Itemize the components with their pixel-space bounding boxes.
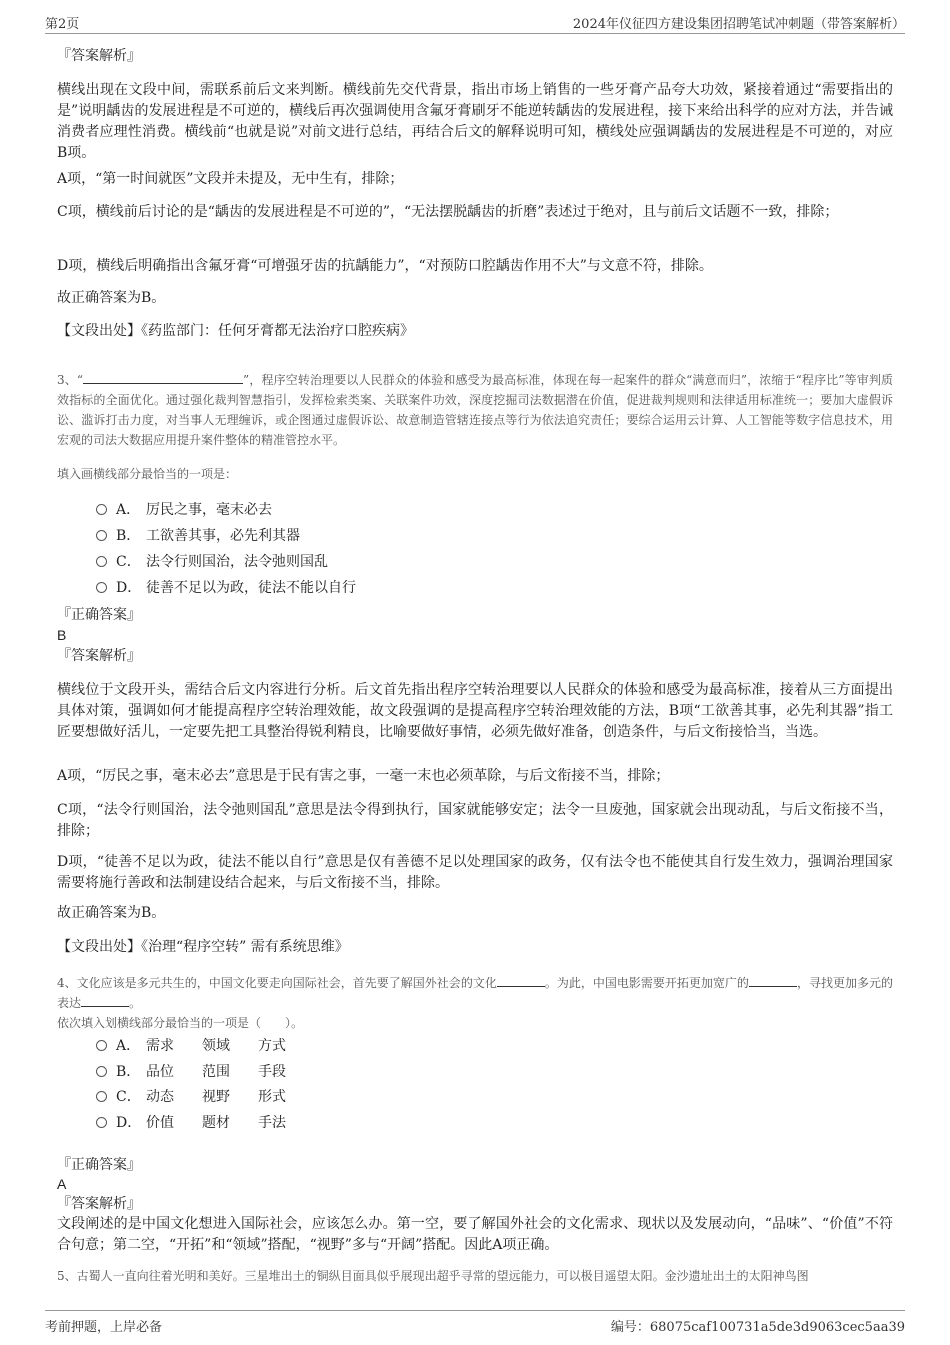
q4-blank-2 — [749, 976, 797, 987]
radio-icon[interactable] — [96, 530, 107, 541]
q3-correct-answer: B — [57, 627, 67, 643]
q2-analysis-text: 横线出现在文段中间，需联系前后文来判断。横线前先交代背景，指出市场上销售的一些牙膏产品夸大功效，紧接着通过“需要指出的是”说明龋齿的发展进程是不可逆的，横线后再次强调使用含氟牙膏刷牙不能逆转龋齿的发展进程，接下来给出科学的应对方法，并告诫消费者应理性消费。横线前“也就是说”对前文进行总结，再结合后文的解释说明可知，横线处应强调龋齿的发展进程是不可逆的，对应B项。 — [57, 82, 893, 161]
q4-option-a[interactable]: A． 需求 领域 方式 — [96, 1036, 286, 1056]
page-header — [0, 8, 950, 34]
radio-icon[interactable] — [96, 1091, 107, 1102]
radio-icon[interactable] — [96, 556, 107, 567]
q4-correct-label: 『正确答案』 — [57, 1157, 141, 1173]
q3-stem-text: ”，程序空转治理要以人民群众的体验和感受为最高标准，体现在每一起案件的群众“满意而归”，浓缩于“程序比”等审判质效指标的全面优化。通过强化裁判智慧指引，发挥检索类案、关联案件功效，深度挖掘司法数据潜在价值，促进裁判规则和法律适用标准统一；要加大虚假诉讼、滥诉打击力度，对当事人无理缠诉，或企图通过虚假诉讼、故意制造管辖连接点等行为依法追究责任；要综合运用云计算、人工智能等数字信息技术，用宏观的司法大数据应用提升案件整体的精准管控水平。 — [57, 373, 893, 447]
q3-option-a[interactable]: A． 厉民之事，毫末必去 — [96, 500, 272, 520]
footer-rule — [45, 1310, 905, 1311]
q4-prompt: 依次填入划横线部分最恰当的一项是（ ）。 — [57, 1016, 304, 1030]
page-number: 第2页 — [45, 17, 80, 32]
header-rule — [45, 33, 905, 34]
q4-correct-answer: A — [57, 1176, 67, 1192]
q4-analysis-label: 『答案解析』 — [57, 1196, 141, 1212]
radio-icon[interactable] — [96, 1117, 107, 1128]
q3-source: 【文段出处】《治理“程序空转” 需有系统思维》 — [57, 939, 349, 955]
q3-item-d: D项，“徒善不足以为政，徒法不能以自行”意思是仅有善德不足以处理国家的政务，仅有法令也不能使其自行发生效力，强调治理国家需要将施行善政和法制建设结合起来，与后文衔接不当，排除。 — [57, 854, 893, 891]
q3-correct-label: 『正确答案』 — [57, 607, 141, 623]
document-id: 编号：68075caf100731a5de3d9063cec5aa39 — [610, 1320, 905, 1335]
q3-blank — [83, 371, 243, 384]
q4-option-b[interactable]: B． 品位 范围 手段 — [96, 1062, 286, 1082]
document-title: 2024年仪征四方建设集团招聘笔试冲刺题（带答案解析） — [572, 17, 905, 32]
footer-slogan: 考前押题，上岸必备 — [45, 1320, 163, 1335]
q2-item-c: C项，横线前后讨论的是“龋齿的发展进程是不可逆的”，“无法摆脱龋齿的折磨”表述过于绝对，且与前后文话题不一致，排除； — [57, 204, 839, 220]
q3-option-b[interactable]: B． 工欲善其事，必先利其器 — [96, 526, 300, 546]
q3-option-c[interactable]: C． 法令行则国治，法令弛则国乱 — [96, 552, 328, 572]
q3-item-a: A项，“厉民之事，毫末必去”意思是于民有害之事，一毫一末也必须革除，与后文衔接不当，排除； — [57, 768, 670, 784]
radio-icon[interactable] — [96, 1066, 107, 1077]
q3-analysis-text: 横线位于文段开头，需结合后文内容进行分析。后文首先指出程序空转治理要以人民群众的体验和感受为最高标准，接着从三方面提出具体对策，强调如何才能提高程序空转治理效能，故文段强调的是提高程序空转治理效能的方法，B项“工欲善其事，必先利其器”指工匠要想做好活儿，一定要先把工具整治得锐利精良，比喻要做好事情，必须先做好准备，创造条件，与后文衔接恰当，当选。 — [57, 682, 893, 740]
q3-number: 3、“ — [57, 373, 84, 387]
q4-analysis-text: 文段阐述的是中国文化想进入国际社会，应该怎么办。第一空，要了解国外社会的文化需求、现状以及发展动向，“品味”、“价值”不符合句意；第二空，“开拓”和“领域”搭配，“视野”多与“开阔”搭配。因此A项正确。 — [57, 1216, 893, 1253]
q3-prompt: 填入画横线部分最恰当的一项是： — [57, 467, 238, 481]
q3-conclusion: 故正确答案为B。 — [57, 905, 166, 921]
q4-option-c[interactable]: C． 动态 视野 形式 — [96, 1087, 286, 1107]
q3-stem — [57, 370, 893, 450]
q4-option-d[interactable]: D． 价值 题材 手法 — [96, 1113, 286, 1133]
q4-blank-1 — [497, 976, 545, 987]
q5-stem: 5、古蜀人一直向往着光明和美好。三星堆出土的铜纵目面具似乎展现出超乎寻常的望远能力，可以极目遥望太阳。金沙遗址出土的太阳神鸟图 — [57, 1269, 809, 1283]
radio-icon[interactable] — [96, 582, 107, 593]
q2-conclusion: 故正确答案为B。 — [57, 290, 166, 306]
q3-analysis-label: 『答案解析』 — [57, 648, 141, 664]
q3-option-d[interactable]: D． 徒善不足以为政，徒法不能以自行 — [96, 578, 356, 598]
radio-icon[interactable] — [96, 1040, 107, 1051]
q2-analysis-label: 『答案解析』 — [57, 48, 141, 64]
q2-item-a: A项，“第一时间就医”文段并未提及，无中生有，排除； — [57, 171, 404, 187]
q3-item-c: C项，“法令行则国治，法令弛则国乱”意思是法令得到执行，国家就能够安定；法令一旦废弛，国家就会出现动乱，与后文衔接不当，排除； — [57, 802, 893, 839]
q2-source: 【文段出处】《药监部门：任何牙膏都无法治疗口腔疾病》 — [57, 323, 414, 339]
q4-blank-3 — [81, 996, 129, 1007]
q2-item-d: D项，横线后明确指出含氟牙膏“可增强牙齿的抗龋能力”，“对预防口腔龋齿作用不大”与文意不符，排除。 — [57, 258, 713, 274]
radio-icon[interactable] — [96, 504, 107, 515]
q4-stem: 4、文化应该是多元共生的，中国文化要走向国际社会，首先要了解国外社会的文化 。为此，中国电影需要开拓更加宽广的 ，寻找更加多元的表达 。 — [57, 976, 893, 1010]
